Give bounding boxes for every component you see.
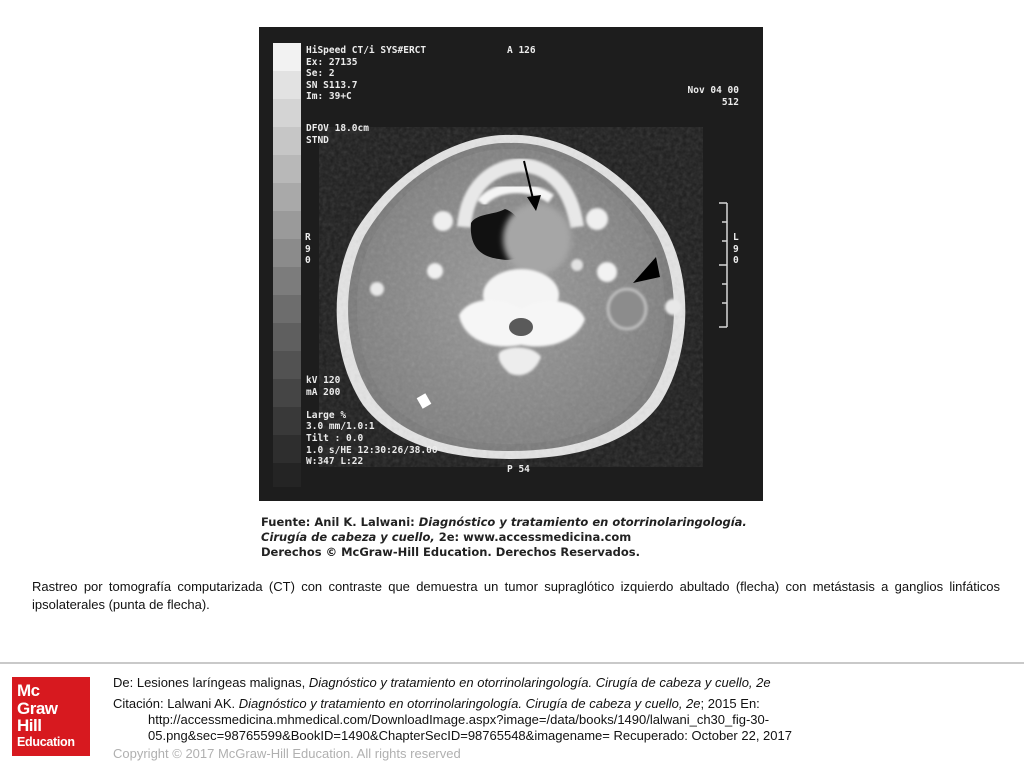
ct-marker-right	[305, 232, 311, 267]
citation-url-line-1: http://accessmedicina.mhmedical.com/DownloadImage.aspx?image=/data/books/1490/lalwani_ch30_fig-30-	[148, 712, 770, 727]
ct-info-posterior: P 54	[507, 464, 530, 475]
ct-figure	[259, 27, 763, 562]
ct-marker-left	[733, 232, 739, 267]
footer-divider	[0, 662, 1024, 664]
source-line-1: Fuente: Anil K. Lalwani: Diagnóstico y tratamiento en otorrinolaringología.	[261, 515, 747, 529]
ct-overlay-line: Large %	[306, 409, 347, 421]
ct-overlay-line: Im: 39+C	[306, 91, 352, 103]
citation-url-line-2: 05.png&sec=98765599&BookID=1490&ChapterSecID=98765548&imagename= Recuperado: October 22, 2017	[148, 728, 792, 743]
figure-caption: Rastreo por tomografía computarizada (CT) con contraste que demuestra un tumor supraglótico izquierdo abultado (flecha) con metástasis a ganglios linfáticos ipsolaterales (punta de flecha).	[32, 579, 1000, 612]
ct-overlay-line: 0	[733, 255, 739, 267]
ct-overlay-line: 9	[305, 243, 311, 255]
source-line-2: Cirugía de cabeza y cuello, 2e: www.accessmedicina.com	[261, 530, 632, 544]
figure-source	[261, 515, 761, 560]
ct-info-top-right	[688, 85, 739, 108]
ct-overlay-line: mA 200	[306, 386, 341, 398]
ct-overlay-line: Tilt : 0.0	[306, 432, 364, 444]
logo-word-mc: Mc	[17, 681, 40, 700]
scale-ruler	[719, 203, 727, 327]
ct-scan-image	[259, 27, 763, 501]
citation-line-1: Citación: Lalwani AK. Diagnóstico y tratamiento en otorrinolaringología. Cirugía de cabeza y cuello, 2e; 2015 En:	[113, 696, 760, 711]
logo-word-graw: Graw	[17, 698, 58, 718]
ct-info-top-left	[306, 45, 426, 103]
ct-overlay-line: DFOV 18.0cm	[306, 123, 369, 134]
reference-citation	[113, 696, 883, 744]
ct-info-bottom-left	[306, 375, 438, 468]
ct-overlay-line: HiSpeed CT/i SYS#ERCT	[306, 45, 427, 56]
logo-word-education: Education	[17, 734, 75, 749]
ct-overlay-line: kV 120	[306, 375, 341, 386]
ct-info-dfov	[306, 123, 369, 146]
ct-overlay-line: Nov 04 00	[687, 85, 739, 96]
ct-overlay-line: Se: 2	[306, 68, 335, 80]
source-line-3: Derechos © McGraw-Hill Education. Derechos Reservados.	[261, 545, 640, 559]
ct-overlay-line: 1.0 s/HE 12:30:26/38.00	[306, 444, 438, 456]
ct-overlay-line: STND	[306, 134, 329, 146]
ct-overlay-line: 9	[733, 243, 739, 255]
copyright-notice: Copyright © 2017 McGraw-Hill Education. All rights reserved	[113, 746, 461, 761]
ct-overlay-line: 512	[721, 96, 739, 108]
logo-word-hill: Hill	[17, 716, 42, 735]
ct-overlay-line: R	[305, 232, 311, 243]
ct-info-anterior: A 126	[507, 45, 536, 56]
ct-overlay-line	[306, 398, 438, 410]
ct-overlay-line: W:347 L:22	[306, 456, 364, 468]
ct-overlay-line: 3.0 mm/1.0:1	[306, 421, 375, 433]
grayscale-bar	[273, 43, 301, 487]
ct-overlay-line: L	[733, 232, 739, 243]
ct-overlay-line: Ex: 27135	[306, 56, 358, 68]
ct-overlay-line: 0	[305, 255, 311, 267]
mcgraw-hill-logo	[12, 677, 90, 756]
ct-overlay-line: SN S113.7	[306, 79, 358, 91]
reference-from: De: Lesiones laríngeas malignas, Diagnóstico y tratamiento en otorrinolaringología. Cirugía de cabeza y cuello, 2e	[113, 675, 771, 690]
